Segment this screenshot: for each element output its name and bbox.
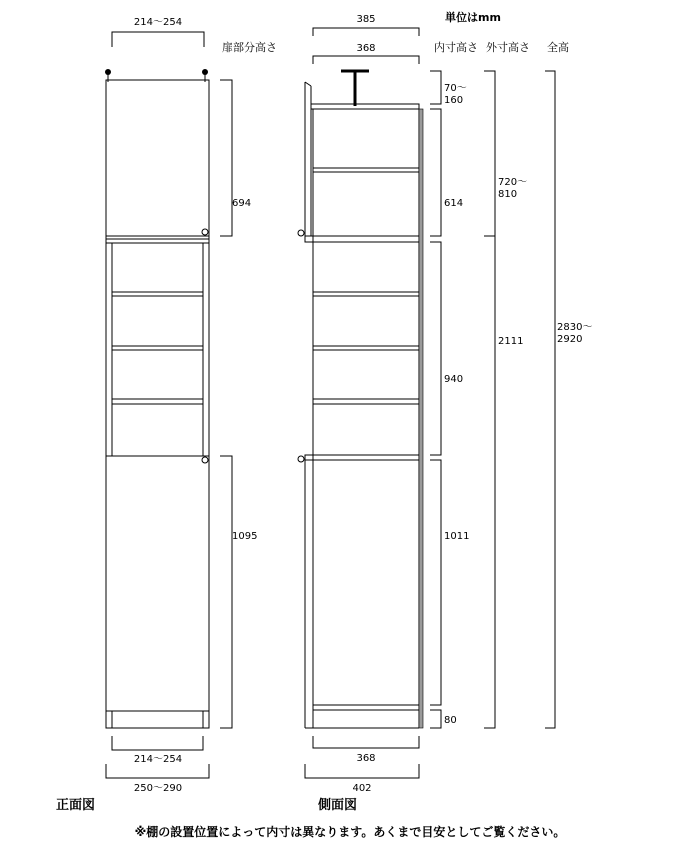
hinge-icon [298, 230, 304, 236]
upper-door-dim [220, 80, 232, 236]
side-top-board [311, 104, 419, 109]
front-shelf [112, 292, 203, 296]
total-height-header: 全高 [547, 41, 569, 54]
inner-upper-height: 614 [444, 198, 464, 209]
side-shelf [313, 399, 419, 404]
front-view [106, 32, 232, 778]
side-divider [305, 236, 419, 242]
bracket-knob-icon [202, 69, 208, 75]
footnote: ※棚の設置位置によって内寸は異なります。あくまで目安としてご覧ください。 [134, 825, 566, 839]
front-bottom-inner-dim [112, 736, 203, 750]
side-top-outer-dim [313, 28, 419, 36]
side-bottom-board [313, 705, 419, 710]
outer-height-header: 外寸高さ [486, 41, 530, 54]
side-shelf [313, 346, 419, 350]
upper-door-height: 694 [232, 198, 252, 209]
side-bottom-inner-dim [313, 736, 419, 748]
hinge-icon [298, 456, 304, 462]
inner-base-height: 80 [444, 715, 457, 726]
front-lower-door [106, 456, 209, 711]
bracket-knob-icon [105, 69, 111, 75]
front-bottom-outer-dim [106, 764, 209, 778]
side-edge-panel [419, 109, 423, 728]
front-bottom-outer-width: 250〜290 [133, 783, 183, 794]
side-shelf [313, 292, 419, 296]
hinge-icon [202, 457, 208, 463]
front-top-width-line [112, 32, 204, 47]
side-view-title: 側面図 [318, 798, 358, 813]
hinge-icon [202, 229, 208, 235]
inner-height-header: 内寸高さ [434, 41, 478, 54]
unit-label: 単位はmm [445, 11, 501, 24]
side-top-outer-depth: 385 [356, 14, 376, 25]
side-bottom-outer-depth: 402 [352, 783, 372, 794]
total-height-dim [545, 71, 555, 728]
inner-lower-height: 1011 [444, 531, 470, 542]
total-height: 2830〜 2920 [557, 322, 593, 345]
outer-upper-height: 720〜 810 [498, 177, 528, 200]
inner-middle-height: 940 [444, 374, 464, 385]
front-top-width: 214〜254 [133, 17, 183, 28]
front-upper-door [106, 80, 209, 236]
side-shelf [313, 168, 419, 172]
door-height-header: 扉部分高さ [222, 41, 277, 54]
inner-height-dims [430, 71, 441, 728]
side-top-inner-depth: 368 [356, 43, 376, 54]
outer-height-dims [484, 71, 495, 728]
front-shelf [112, 399, 203, 404]
side-view [298, 28, 419, 778]
front-bottom-inner-width: 214〜254 [133, 754, 183, 765]
lower-door-height: 1095 [232, 531, 258, 542]
outer-lower-height: 2111 [498, 336, 524, 347]
inner-top-gap: 70〜 160 [444, 83, 467, 106]
lower-door-dim [220, 456, 232, 728]
side-top-inner-dim [313, 56, 419, 64]
side-bottom-outer-dim [305, 764, 419, 778]
front-view-title: 正面図 [56, 798, 96, 813]
side-bottom-inner-depth: 368 [356, 753, 376, 764]
front-shelf [112, 346, 203, 350]
